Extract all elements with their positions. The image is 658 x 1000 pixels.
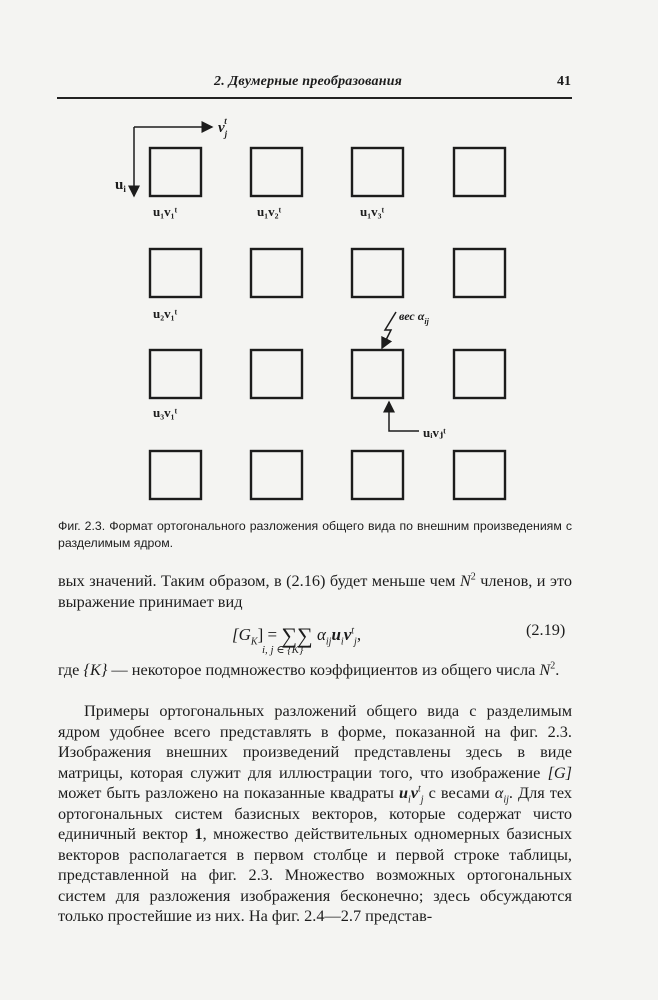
paragraph-3: Примеры ортогональных разложений общего вида с разделимым ядром удобнее всего представлять в форме, показанной на фиг. 2.3. Изображения внешних произведений представлены здесь в виде матрицы, которая служит для иллюстрации того, что изображение [G] может быть разложено на показанные квадраты $u_iv^t_j$ с весами $\alpha_{ij}$. Для тех ортогональных систем базисных векторов, которые содержат чисто единичный вектор 1, множество действительных одномерных базисных векторов располагается в первом столбце и первой строке таблицы, представленной на фиг. 2.3. Множество возможных ортогональных систем для разложения изображения бесконечно; здесь обсуждаются только простейшие из них. На фиг. 2.4—2.7 представ- (58, 701, 572, 925)
grid-square-r4c1 (150, 451, 201, 499)
basis-label: uᵢvⱼᵗ (423, 425, 446, 440)
page-number: 41 (557, 74, 571, 89)
grid-square-r1c1 (150, 148, 201, 196)
grid-square-r2c3 (352, 249, 403, 297)
equation-2-19: $[G_K]$ = ∑∑ $\alpha_{ij}u_iv^t_j$, (232, 623, 362, 648)
grid-square-r1c3 (352, 148, 403, 196)
sum-limits: i, j ∈ {K} (262, 644, 304, 656)
v-axis-label: $v_jt$ (218, 116, 228, 139)
grid-square-r1c4 (454, 148, 505, 196)
grid-square-r3c3 (352, 350, 403, 398)
grid-square-r3c2 (251, 350, 302, 398)
paragraph-1: вых значений. Таким образом, в (2.16) будет меньше чем $N^2$ членов, и это выражение принимает вид (58, 571, 573, 611)
grid-square-r2c2 (251, 249, 302, 297)
weight-arrow-icon (382, 312, 396, 348)
grid-square-r2c1 (150, 249, 201, 297)
grid-square-r4c4 (454, 451, 505, 499)
weight-label: вес $\alpha_{ij}$ (399, 309, 429, 326)
basis-arrow (389, 402, 419, 431)
grid-square-r4c2 (251, 451, 302, 499)
u-axis-label: $u_i$ (115, 177, 126, 194)
header-title: 2. Двумерные преобразования (214, 74, 403, 89)
label-r2c1: u₂v₁ᵗ (153, 306, 178, 321)
grid-square-r3c1 (150, 350, 201, 398)
paragraph-2: где {K} — некоторое подмножество коэффициентов из общего числа $N^2$. (58, 660, 560, 679)
grid-square-r1c2 (251, 148, 302, 196)
label-r1c1: u₁v₁ᵗ (153, 204, 178, 219)
grid-square-r3c4 (454, 350, 505, 398)
label-r3c1: u₃v₁ᵗ (153, 405, 178, 420)
equation-number: (2.19) (526, 620, 566, 639)
grid-square-r2c4 (454, 249, 505, 297)
grid-square-r4c3 (352, 451, 403, 499)
label-r1c3: u₁v₃ᵗ (360, 204, 385, 219)
label-r1c2: u₁v₂ᵗ (257, 204, 282, 219)
figure-caption: Фиг. 2.3. Формат ортогонального разложения общего вида по внешним произведениям с разделимым ядром. (58, 519, 572, 550)
